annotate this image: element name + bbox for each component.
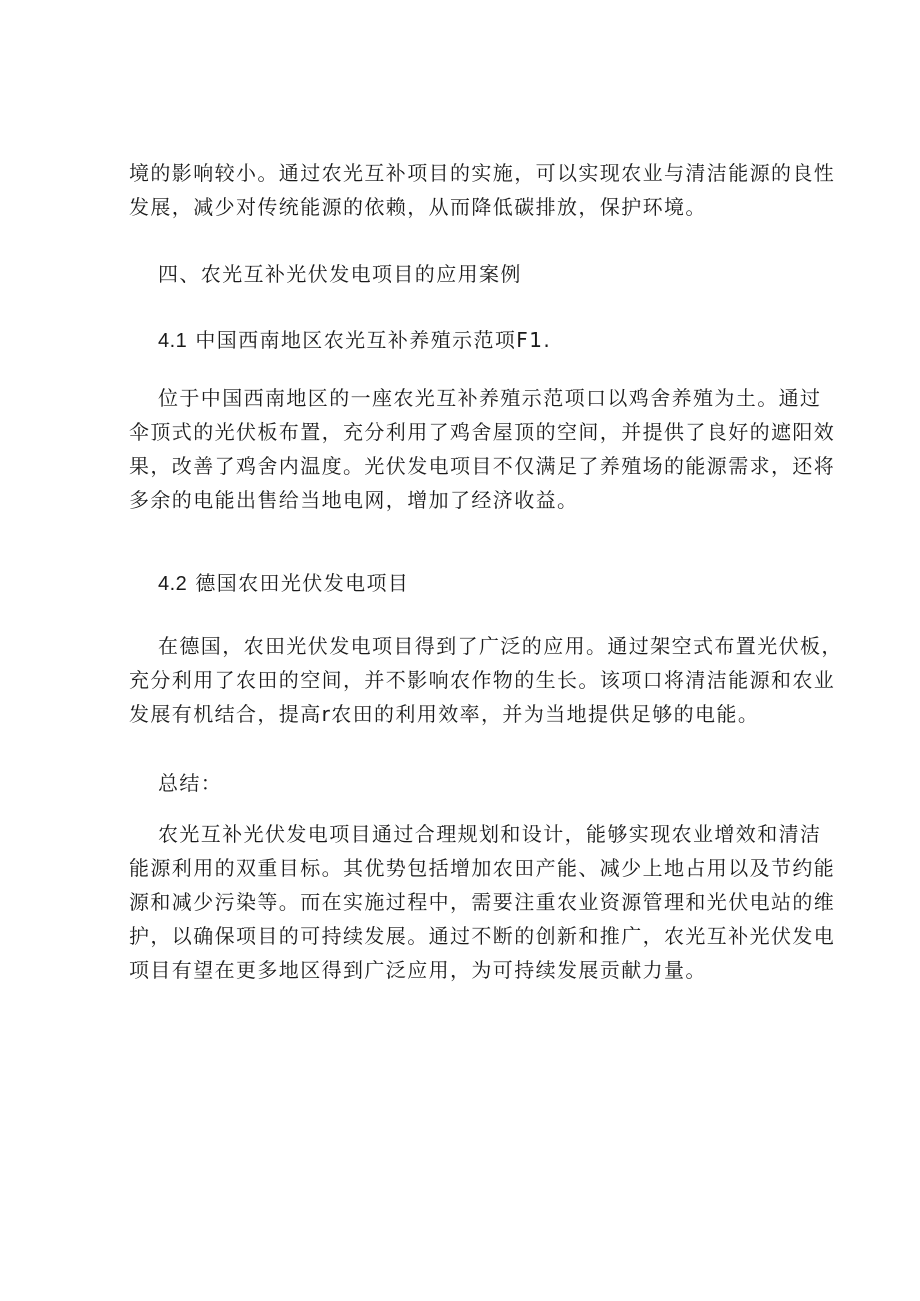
subsection-title: 德国农田光伏发电项目 [195,571,410,595]
paragraph-intro-continuation [129,156,836,224]
text-line: 果，改善了鸡舍内温度。光伏发电项目不仅满足了养殖场的能源需求，还将 [129,454,836,478]
paragraph-4-2 [129,629,843,731]
text-line: 充分利用了农田的空间，并不影响农作物的生长。该项口将清洁能源和农业 [129,668,836,692]
subsection-heading-4-1 [158,323,551,358]
text-line: 发展有机结合，提高r农田的利用效率，并为当地提供足够的电能。 [129,702,760,726]
section-heading: 四、农光互补光伏发电项目的应用案例 [158,262,522,286]
summary-label: 总结： [158,771,223,795]
text-line: 农光互补光伏发电项目通过合理规划和设计，能够实现农业增效和清洁 [158,822,822,846]
text-line: 护，以确保项目的可持续发展。通过不断的创新和推广，农光互补光伏发电 [129,924,836,948]
text-line: 伞顶式的光伏板布置，充分利用了鸡舍屋顶的空间，并提供了良好的遮阳效 [129,420,836,444]
subsection-number: 4.1 [158,330,188,352]
text-line: 位于中国西南地区的一座农光互补养殖示范项口以鸡舍养殖为土。通过 [158,386,822,410]
paragraph-summary [129,817,836,987]
text-line: 能源利用的双重目标。其优势包括增加农田产能、减少上地占用以及节约能 [129,856,836,880]
text-line: 项目有望在更多地区得到广泛应用，为可持续发展贡献力量。 [129,958,707,982]
paragraph-4-1 [129,381,836,517]
text-line: 境的影响较小。通过农光互补项目的实施，可以实现农业与清洁能源的良性 [129,161,836,185]
text-line: 在德国，农田光伏发电项目得到了广泛的应用。通过架空式布置光伏板， [158,634,843,658]
text-line: 源和减少污染等。而在实施过程中，需要注重农业资源管理和光伏电站的维 [129,890,836,914]
text-line: 发展，减少对传统能源的依赖，从而降低碳排放，保护环境。 [129,195,707,219]
subsection-heading-4-2 [158,566,409,601]
subsection-title: 中国西南地区农光互补养殖示范项F1. [195,328,552,352]
subsection-number: 4.2 [158,573,188,595]
text-line: 多余的电能出售给当地电网，增加了经济收益。 [129,488,579,512]
